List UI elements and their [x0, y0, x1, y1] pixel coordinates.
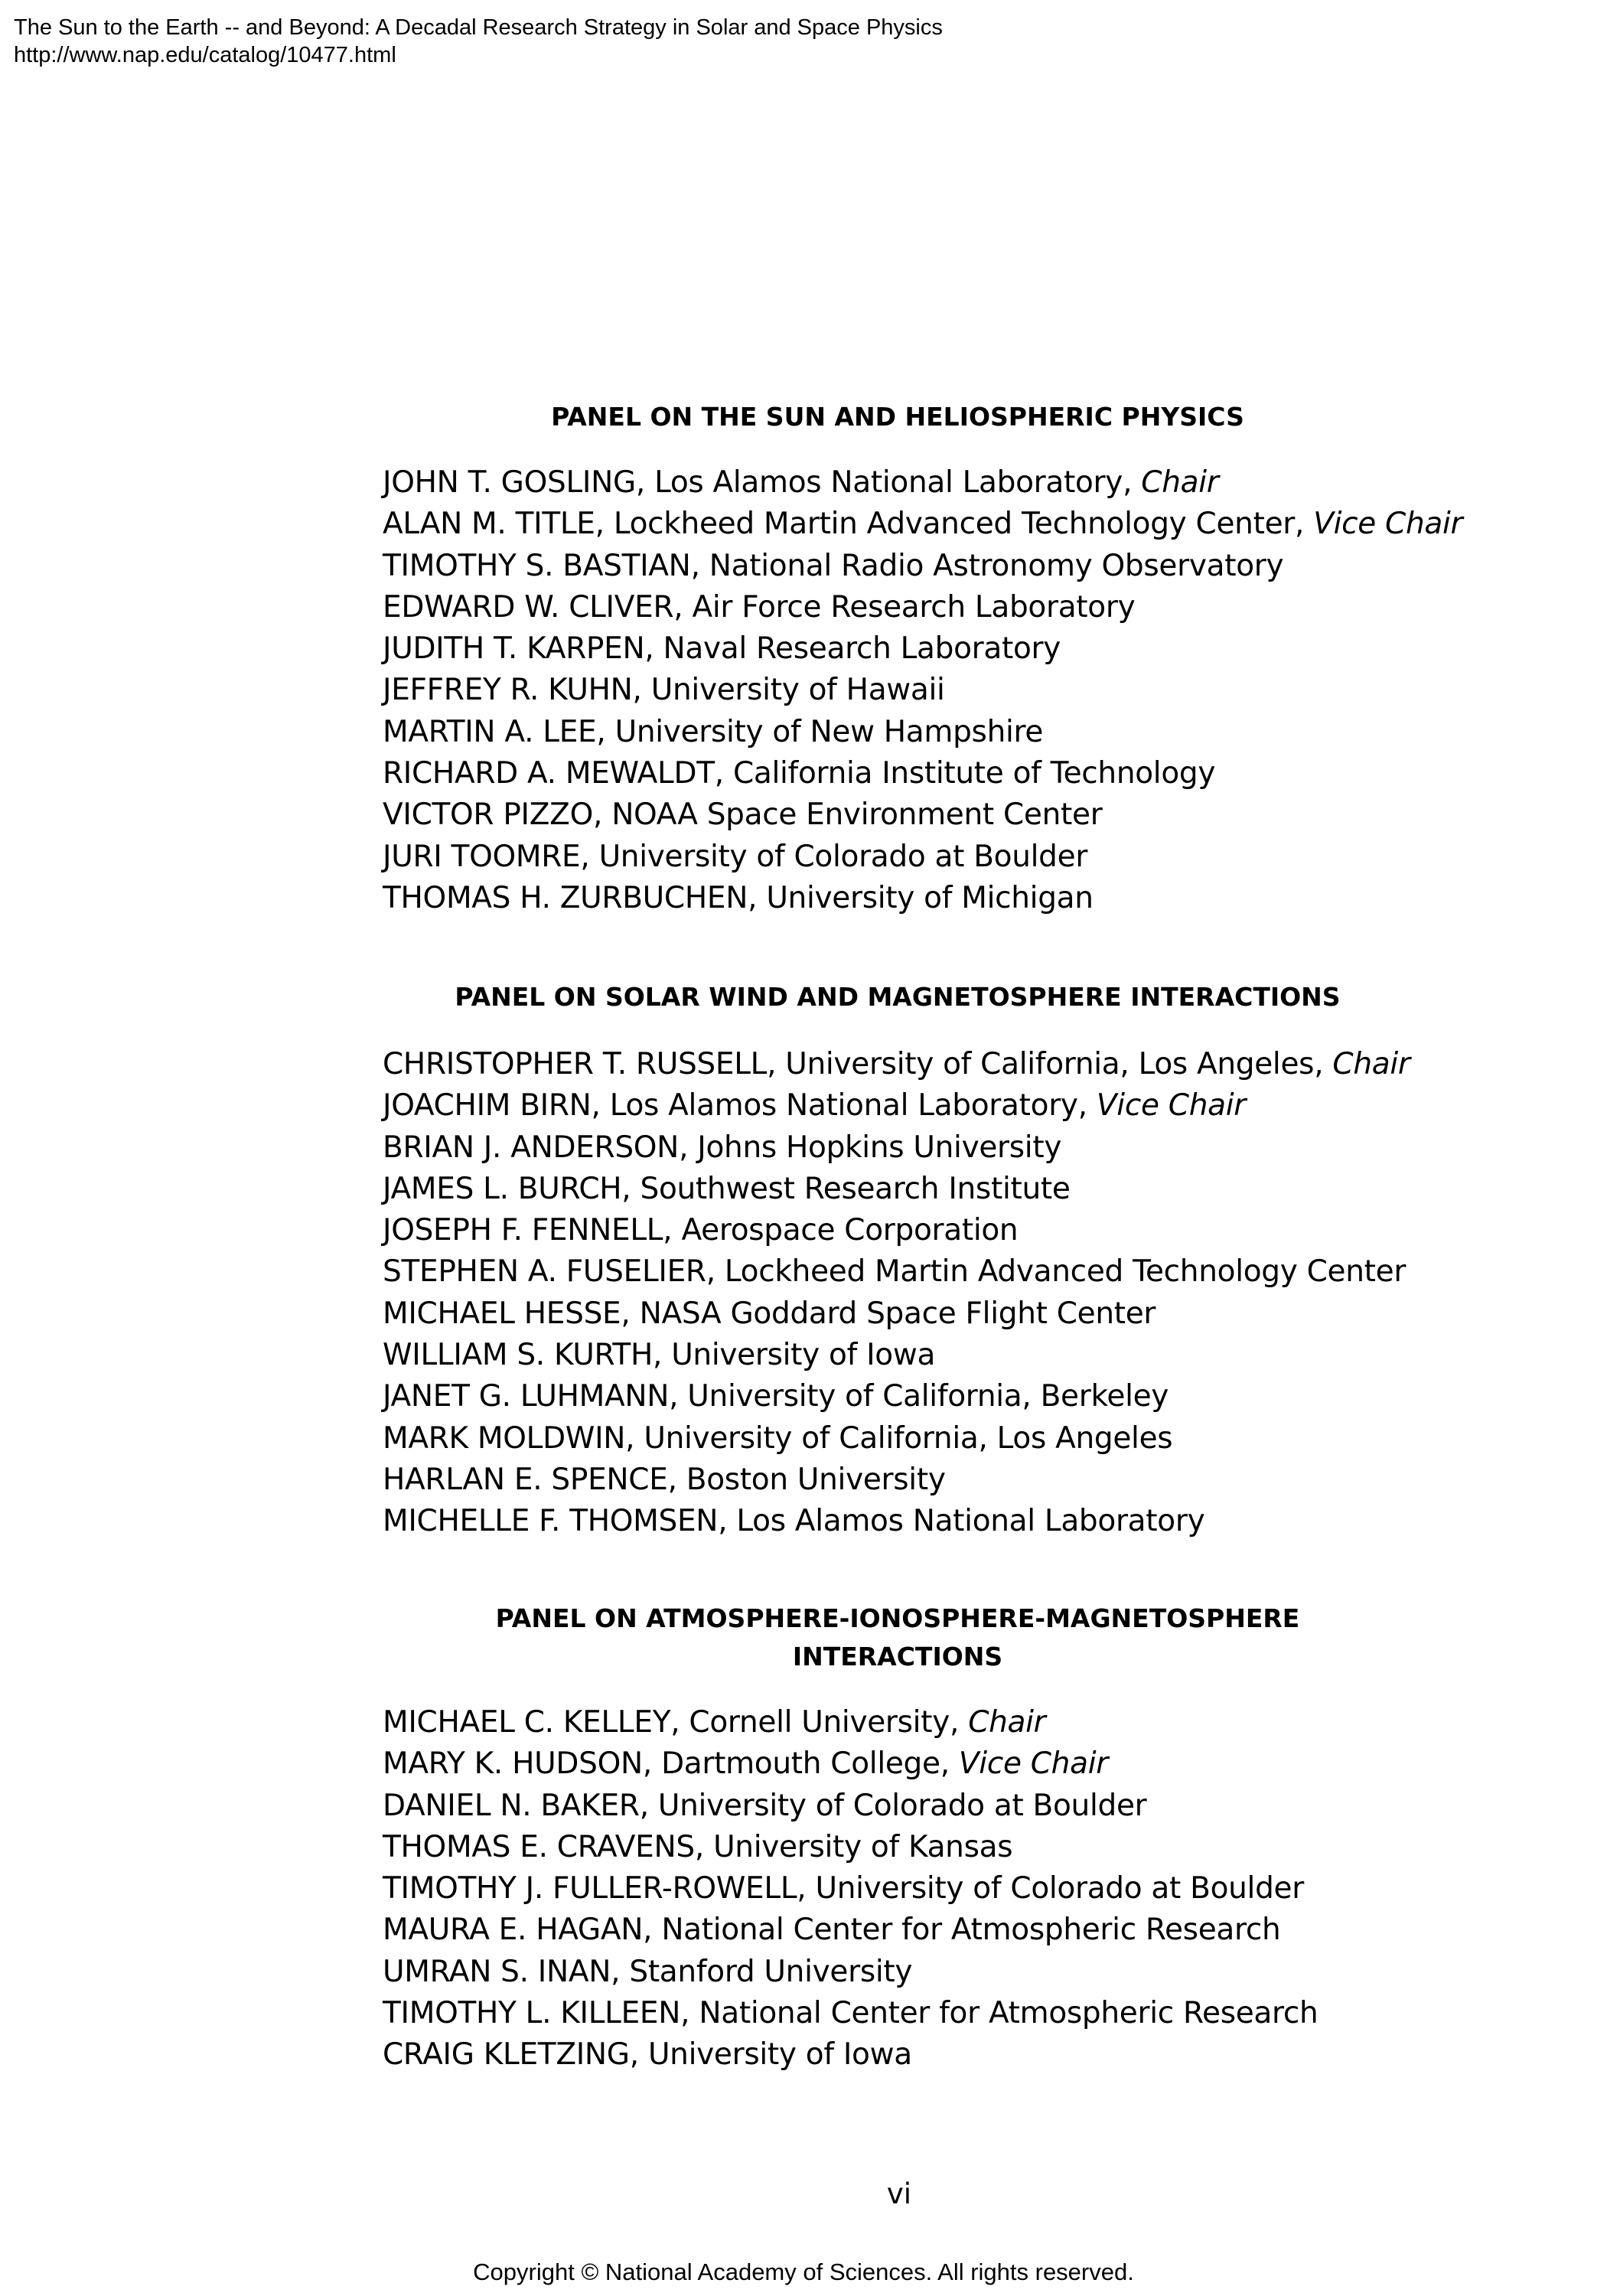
member-entry: TIMOTHY S. BASTIAN, National Radio Astronomy Observatory: [383, 548, 1284, 583]
member-affiliation: Stanford University: [629, 1954, 913, 1989]
member-affiliation: Lockheed Martin Advanced Technology Center: [613, 507, 1295, 542]
member-name: VICTOR PIZZO: [383, 797, 593, 833]
member-name: UMRAN S. INAN: [383, 1954, 611, 1989]
member-entry: ALAN M. TITLE, Lockheed Martin Advanced Technology Center, Vice Chair: [383, 507, 1463, 542]
member-affiliation: University of California, Berkeley: [687, 1379, 1169, 1414]
member-role: Chair: [1332, 1047, 1410, 1081]
member-entry: JEFFREY R. KUHN, University of Hawaii: [383, 673, 945, 708]
member-affiliation: Los Alamos National Laboratory: [654, 465, 1123, 500]
member-affiliation: University of Kansas: [713, 1829, 1013, 1864]
member-affiliation: NOAA Space Environment Center: [611, 797, 1103, 833]
member-affiliation: Air Force Research Laboratory: [692, 589, 1136, 625]
member-entry: MICHAEL C. KELLEY, Cornell University, Chair: [383, 1705, 1046, 1740]
member-name: STEPHEN A. FUSELIER: [383, 1254, 706, 1290]
member-entry: VICTOR PIZZO, NOAA Space Environment Center: [383, 797, 1103, 833]
header-url[interactable]: http://www.nap.edu/catalog/10477.html: [14, 43, 396, 67]
member-list: [383, 1044, 1410, 1543]
member-affiliation: University of Iowa: [671, 1338, 936, 1373]
member-name: BRIAN J. ANDERSON: [383, 1130, 680, 1165]
member-role: Chair: [1141, 465, 1219, 500]
member-name: JURI TOOMRE: [383, 839, 581, 874]
member-affiliation: University of Iowa: [647, 2037, 912, 2073]
member-affiliation: University of Michigan: [766, 880, 1094, 915]
member-entry: JOACHIM BIRN, Los Alamos National Laboratory, Vice Chair: [383, 1088, 1246, 1124]
member-entry: MICHAEL HESSE, NASA Goddard Space Flight Center: [383, 1296, 1156, 1331]
member-name: MICHAEL C. KELLEY: [383, 1705, 671, 1740]
member-name: TIMOTHY L. KILLEEN: [383, 1996, 681, 2031]
member-name: TIMOTHY J. FULLER-ROWELL: [383, 1871, 797, 1906]
member-entry: MARTIN A. LEE, University of New Hampshire: [383, 714, 1044, 749]
member-affiliation: University of Colorado at Boulder: [815, 1871, 1304, 1906]
member-entry: THOMAS E. CRAVENS, University of Kansas: [383, 1829, 1013, 1864]
member-affiliation: Los Alamos National Laboratory: [609, 1088, 1078, 1124]
member-name: MARK MOLDWIN: [383, 1420, 626, 1456]
member-entry: JURI TOOMRE, University of Colorado at Boulder: [383, 839, 1088, 874]
member-affiliation: Naval Research Laboratory: [663, 631, 1061, 667]
header-title: The Sun to the Earth -- and Beyond: A Decadal Research Strategy in Solar and Space Physics: [14, 15, 943, 40]
member-entry: JANET G. LUHMANN, University of California, Berkeley: [383, 1379, 1169, 1414]
panel-title: PANEL ON ATMOSPHERE-IONOSPHERE-MAGNETOSPHERE INTERACTIONS: [495, 1603, 1300, 1671]
panel-title: PANEL ON THE SUN AND HELIOSPHERIC PHYSICS: [551, 402, 1244, 432]
member-name: TIMOTHY S. BASTIAN: [383, 548, 691, 583]
member-name: EDWARD W. CLIVER: [383, 589, 674, 625]
member-affiliation: Dartmouth College: [661, 1746, 940, 1782]
member-affiliation: University of Hawaii: [650, 673, 945, 708]
member-entry: MICHELLE F. THOMSEN, Los Alamos National Laboratory: [383, 1504, 1205, 1539]
member-entry: CHRISTOPHER T. RUSSELL, University of California, Los Angeles, Chair: [383, 1047, 1410, 1081]
member-name: JOACHIM BIRN: [383, 1088, 592, 1124]
member-entry: JOSEPH F. FENNELL, Aerospace Corporation: [383, 1213, 1019, 1248]
member-affiliation: University of California, Los Angeles: [785, 1047, 1315, 1081]
member-entry: JAMES L. BURCH, Southwest Research Institute: [383, 1171, 1071, 1206]
member-role: Vice Chair: [1096, 1088, 1246, 1124]
member-name: MARY K. HUDSON: [383, 1746, 643, 1782]
member-entry: EDWARD W. CLIVER, Air Force Research Laboratory: [383, 589, 1136, 625]
member-list: [383, 1702, 1318, 2076]
member-role: Vice Chair: [958, 1746, 1108, 1782]
member-list: [383, 462, 1462, 919]
member-affiliation: NASA Goddard Space Flight Center: [639, 1296, 1156, 1331]
member-name: MARTIN A. LEE: [383, 714, 597, 749]
member-affiliation: Boston University: [686, 1462, 946, 1497]
member-entry: UMRAN S. INAN, Stanford University: [383, 1954, 913, 1989]
member-affiliation: University of Colorado at Boulder: [657, 1788, 1147, 1823]
member-name: JAMES L. BURCH: [383, 1171, 622, 1206]
panel-title: PANEL ON SOLAR WIND AND MAGNETOSPHERE INTERACTIONS: [455, 982, 1341, 1012]
member-affiliation: University of California, Los Angeles: [644, 1420, 1173, 1456]
member-entry: MARK MOLDWIN, University of California, Los Angeles: [383, 1420, 1173, 1456]
member-name: THOMAS H. ZURBUCHEN: [383, 880, 748, 915]
copyright-footer: Copyright © National Academy of Sciences. All rights reserved.: [473, 2258, 1134, 2285]
member-entry: RICHARD A. MEWALDT, California Institute of Technology: [383, 756, 1216, 791]
member-affiliation: National Center for Atmospheric Research: [661, 1913, 1281, 1948]
member-entry: MARY K. HUDSON, Dartmouth College, Vice Chair: [383, 1746, 1108, 1782]
member-affiliation: Southwest Research Institute: [640, 1171, 1071, 1206]
member-name: WILLIAM S. KURTH: [383, 1338, 653, 1373]
member-name: RICHARD A. MEWALDT: [383, 756, 715, 791]
member-affiliation: Los Alamos National Laboratory: [736, 1504, 1205, 1539]
member-name: JEFFREY R. KUHN: [383, 673, 633, 708]
member-name: ALAN M. TITLE: [383, 507, 595, 542]
member-affiliation: National Radio Astronomy Observatory: [709, 548, 1284, 583]
running-header: [14, 14, 943, 69]
member-name: MICHAEL HESSE: [383, 1296, 621, 1331]
member-entry: WILLIAM S. KURTH, University of Iowa: [383, 1338, 936, 1373]
member-entry: BRIAN J. ANDERSON, Johns Hopkins University: [383, 1130, 1062, 1165]
member-name: MAURA E. HAGAN: [383, 1913, 644, 1948]
member-entry: MAURA E. HAGAN, National Center for Atmospheric Research: [383, 1913, 1281, 1948]
member-name: DANIEL N. BAKER: [383, 1788, 640, 1823]
member-entry: THOMAS H. ZURBUCHEN, University of Michigan: [383, 880, 1094, 915]
member-name: HARLAN E. SPENCE: [383, 1462, 668, 1497]
member-entry: CRAIG KLETZING, University of Iowa: [383, 2037, 912, 2073]
member-role: Vice Chair: [1313, 507, 1463, 542]
member-affiliation: University of Colorado at Boulder: [598, 839, 1088, 874]
member-name: JANET G. LUHMANN: [383, 1379, 670, 1414]
member-name: CRAIG KLETZING: [383, 2037, 630, 2073]
member-affiliation: California Institute of Technology: [732, 756, 1216, 791]
member-affiliation: University of New Hampshire: [614, 714, 1044, 749]
page-number: vi: [886, 2177, 912, 2210]
member-entry: STEPHEN A. FUSELIER, Lockheed Martin Advanced Technology Center: [383, 1254, 1407, 1290]
member-affiliation: Johns Hopkins University: [697, 1130, 1062, 1165]
member-entry: HARLAN E. SPENCE, Boston University: [383, 1462, 946, 1497]
member-affiliation: Aerospace Corporation: [681, 1213, 1019, 1248]
member-role: Chair: [968, 1705, 1046, 1740]
member-name: MICHELLE F. THOMSEN: [383, 1504, 719, 1539]
member-entry: JUDITH T. KARPEN, Naval Research Laboratory: [383, 631, 1061, 667]
member-entry: DANIEL N. BAKER, University of Colorado at Boulder: [383, 1788, 1147, 1823]
member-name: JUDITH T. KARPEN: [383, 631, 645, 667]
member-entry: TIMOTHY J. FULLER-ROWELL, University of Colorado at Boulder: [383, 1871, 1304, 1906]
member-affiliation: Lockheed Martin Advanced Technology Center: [724, 1254, 1407, 1290]
member-name: JOSEPH F. FENNELL: [383, 1213, 663, 1248]
member-affiliation: Cornell University: [689, 1705, 950, 1740]
member-entry: JOHN T. GOSLING, Los Alamos National Laboratory, Chair: [383, 465, 1219, 500]
member-name: THOMAS E. CRAVENS: [383, 1829, 695, 1864]
member-affiliation: National Center for Atmospheric Research: [699, 1996, 1319, 2031]
member-name: JOHN T. GOSLING: [383, 465, 636, 500]
member-entry: TIMOTHY L. KILLEEN, National Center for Atmospheric Research: [383, 1996, 1319, 2031]
member-name: CHRISTOPHER T. RUSSELL: [383, 1047, 768, 1081]
